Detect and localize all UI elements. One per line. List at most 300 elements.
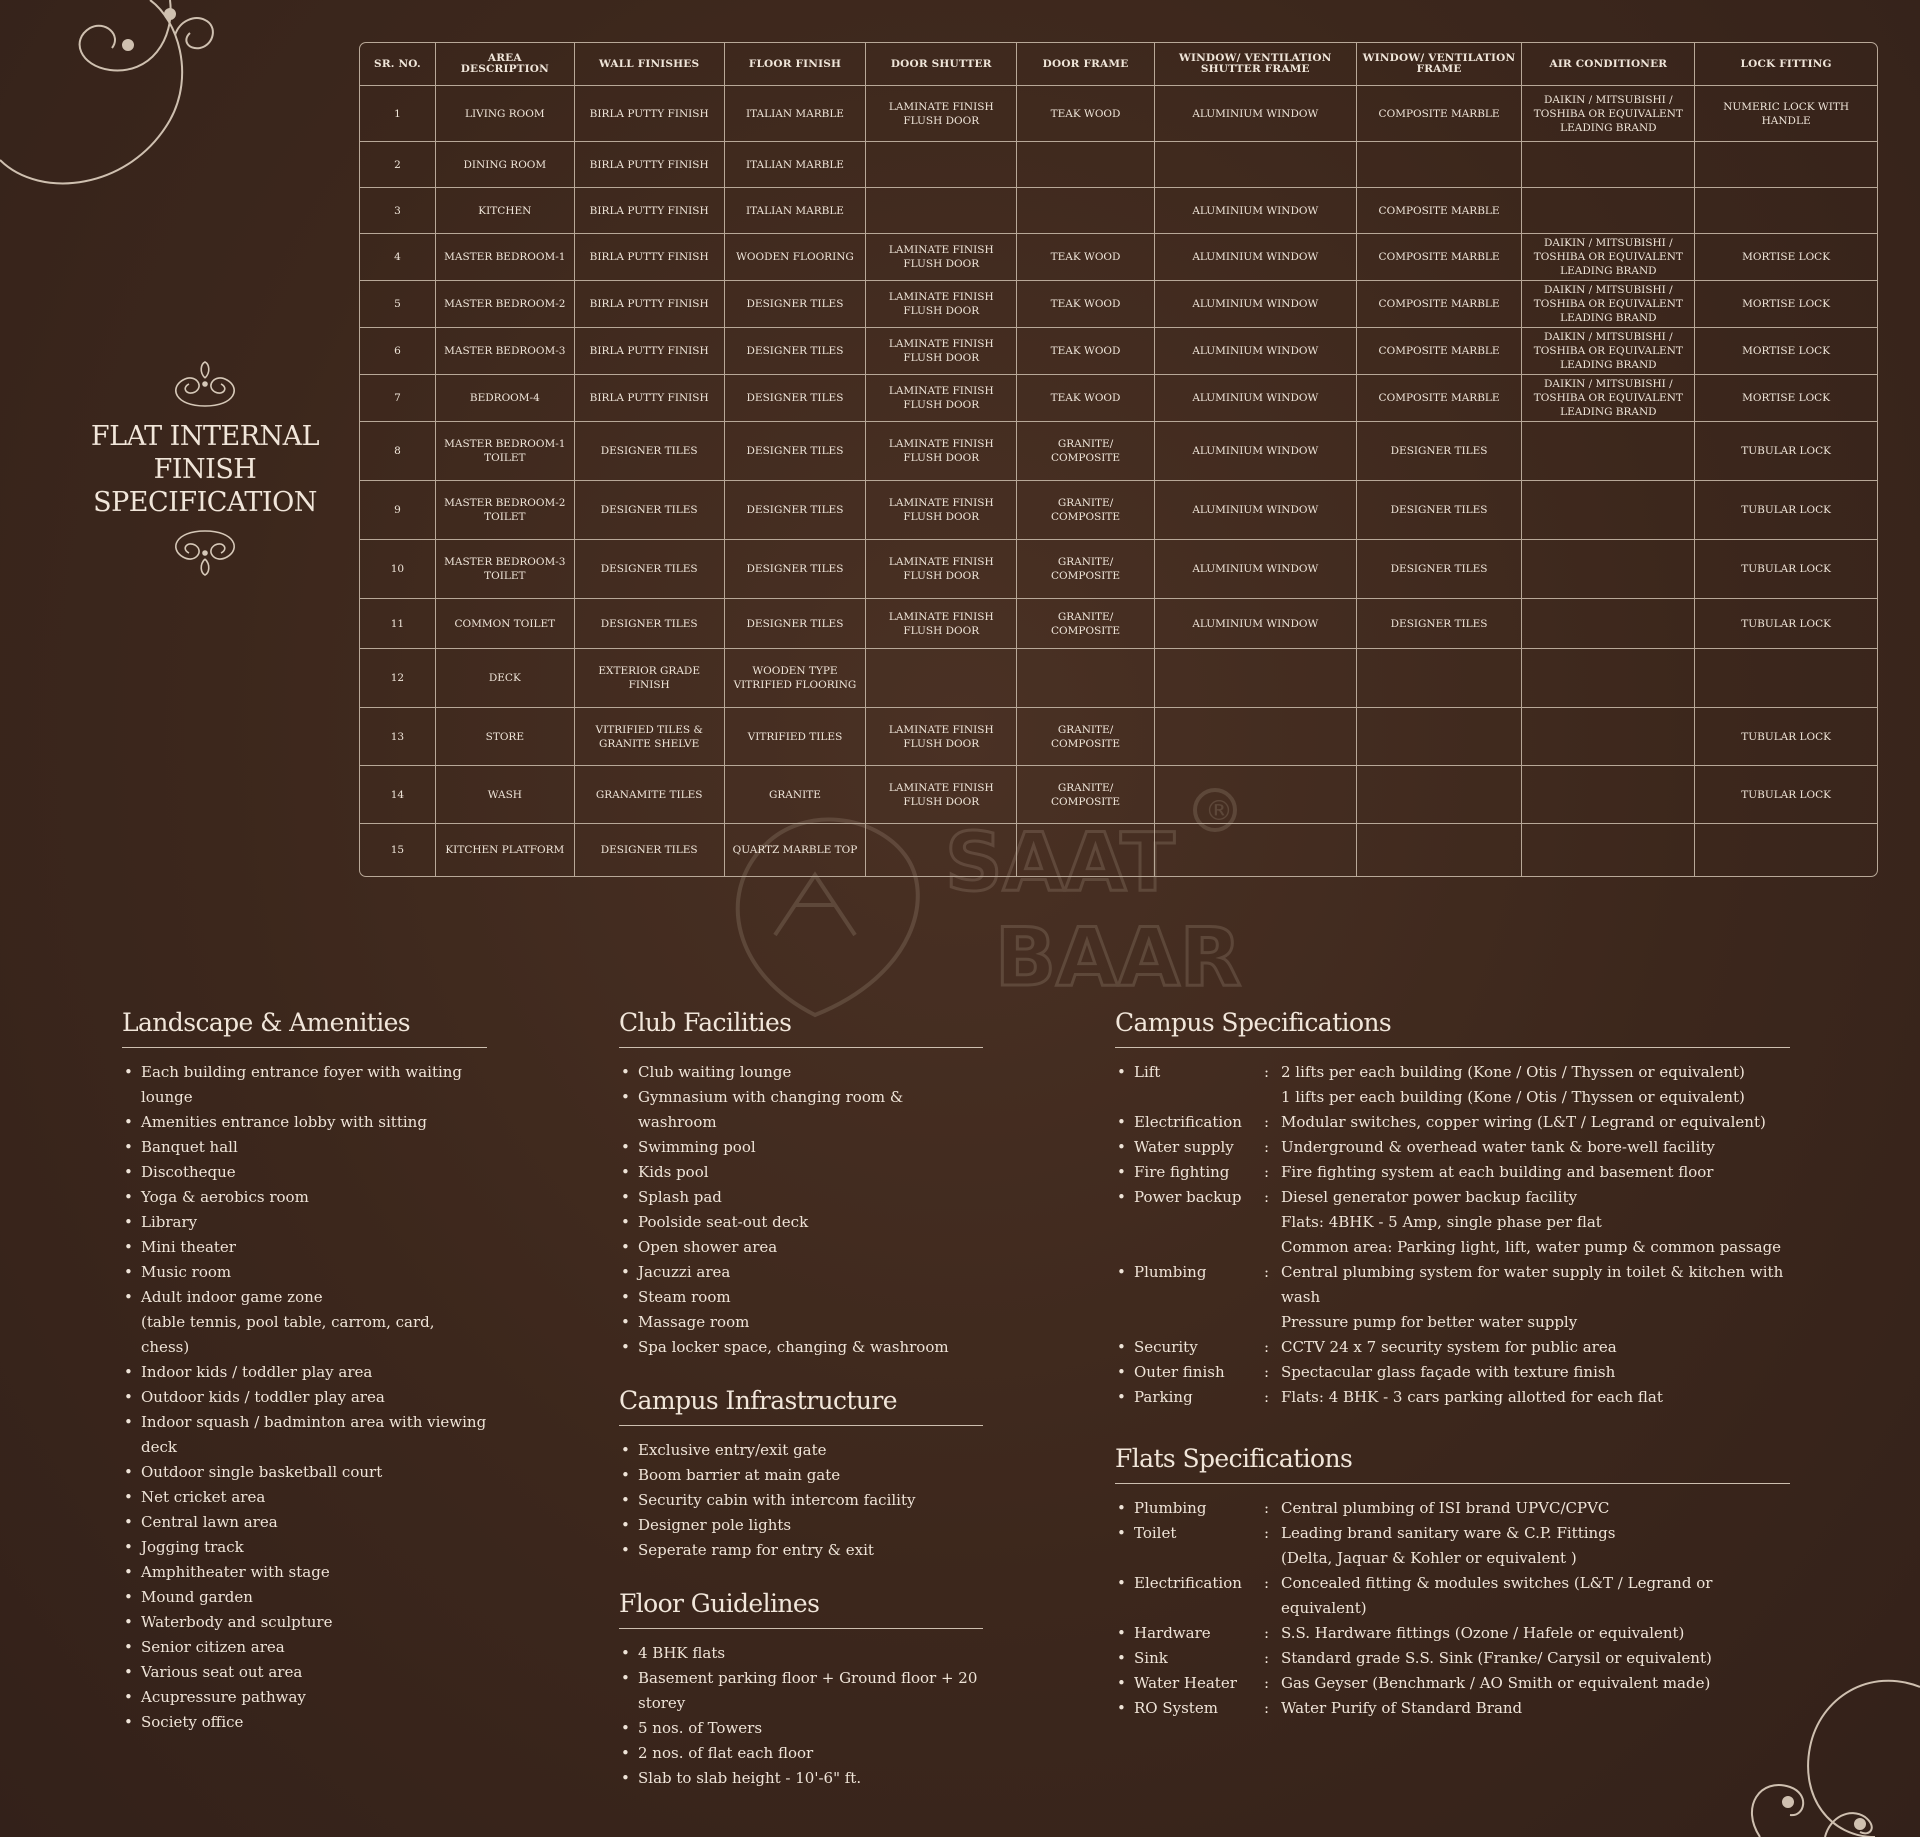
table-cell (1357, 649, 1523, 708)
table-cell: COMPOSITE MARBLE (1357, 281, 1523, 328)
landscape-item: • Central lawn area (122, 1510, 487, 1535)
landscape-item: • Net cricket area (122, 1485, 487, 1510)
table-cell: TUBULAR LOCK (1695, 481, 1877, 540)
table-cell (866, 824, 1017, 876)
table-header (360, 43, 1877, 86)
table-row (360, 708, 1877, 766)
table-cell: ITALIAN MARBLE (725, 86, 867, 142)
flats-specifications-section (1115, 1444, 1790, 1721)
flat-spec-row (1115, 1646, 1790, 1671)
table-cell (1522, 766, 1695, 824)
campus-spec-value: Spectacular glass façade with texture finish (1281, 1363, 1616, 1381)
swirl-ornament-top-left (0, 0, 230, 200)
flourish-top-icon (165, 360, 245, 408)
table-cell: BIRLA PUTTY FINISH (575, 234, 725, 281)
floor-guideline-item: • Basement parking floor + Ground floor + 20 storey (619, 1666, 983, 1716)
flat-spec-label (1134, 1546, 1264, 1571)
table-cell: ALUMINIUM WINDOW (1155, 281, 1357, 328)
landscape-item: • Jogging track (122, 1535, 487, 1560)
flats-specifications-title: Flats Specifications (1115, 1444, 1790, 1484)
flat-spec-value: Leading brand sanitary ware & C.P. Fittings (1281, 1524, 1616, 1542)
flat-spec-label: • RO System (1134, 1699, 1218, 1717)
table-header-row (360, 43, 1877, 86)
table-cell: DESIGNER TILES (725, 481, 867, 540)
table-cell (1017, 188, 1155, 234)
finish-specification-table (359, 42, 1878, 877)
club-facility-item: • Splash pad (619, 1185, 983, 1210)
landscape-item: • Waterbody and sculpture (122, 1610, 487, 1635)
club-column (619, 1008, 983, 1791)
table-cell: DESIGNER TILES (575, 481, 725, 540)
table-cell (1155, 649, 1357, 708)
landscape-item: • Mini theater (122, 1235, 487, 1260)
table-cell: LAMINATE FINISH FLUSH DOOR (866, 328, 1017, 375)
campus-spec-value: CCTV 24 x 7 security system for public area (1281, 1338, 1617, 1356)
landscape-item: • Acupressure pathway (122, 1685, 487, 1710)
table-cell: DESIGNER TILES (575, 599, 725, 649)
table-cell: MASTER BEDROOM-3 (436, 328, 575, 375)
flourish-bottom-icon (165, 529, 245, 577)
campus-spec-row (1115, 1210, 1790, 1235)
flat-spec-label: • Hardware (1134, 1624, 1211, 1642)
campus-spec-row (1115, 1310, 1790, 1335)
campus-infrastructure-title: Campus Infrastructure (619, 1386, 983, 1426)
separator-colon (1264, 1210, 1281, 1235)
table-cell (866, 142, 1017, 188)
table-cell (1155, 824, 1357, 876)
floor-guidelines-title: Floor Guidelines (619, 1589, 983, 1629)
table-cell: 1 (360, 86, 436, 142)
table-cell: ALUMINIUM WINDOW (1155, 328, 1357, 375)
table-cell: DESIGNER TILES (725, 599, 867, 649)
table-row (360, 649, 1877, 708)
table-body (360, 86, 1877, 876)
table-cell: COMPOSITE MARBLE (1357, 188, 1523, 234)
landscape-item: • Library (122, 1210, 487, 1235)
separator-colon (1264, 1235, 1281, 1260)
table-row (360, 824, 1877, 876)
table-row (360, 142, 1877, 188)
campus-spec-value: Common area: Parking light, lift, water pump & common passage (1281, 1238, 1782, 1256)
separator-colon: : (1264, 1063, 1270, 1081)
table-cell: DESIGNER TILES (1357, 540, 1523, 599)
table-cell: 3 (360, 188, 436, 234)
table-row (360, 481, 1877, 540)
table-cell: DESIGNER TILES (725, 375, 867, 422)
landscape-item: • Various seat out area (122, 1660, 487, 1685)
table-cell: BIRLA PUTTY FINISH (575, 375, 725, 422)
table-cell: STORE (436, 708, 575, 766)
campus-specifications-list (1115, 1060, 1790, 1410)
landscape-item: • Banquet hall (122, 1135, 487, 1160)
campus-spec-label: • Fire fighting (1134, 1163, 1230, 1181)
campus-spec-label: • Plumbing (1134, 1263, 1207, 1281)
table-cell: TUBULAR LOCK (1695, 540, 1877, 599)
campus-spec-row (1115, 1110, 1790, 1135)
separator-colon (1264, 1310, 1281, 1335)
landscape-item: • Discotheque (122, 1160, 487, 1185)
campus-spec-label (1134, 1235, 1264, 1260)
landscape-item: • Indoor kids / toddler play area (122, 1360, 487, 1385)
table-cell: 12 (360, 649, 436, 708)
table-cell: ITALIAN MARBLE (725, 142, 867, 188)
table-cell: MASTER BEDROOM-1 TOILET (436, 422, 575, 481)
floor-guideline-item: • Slab to slab height - 10'-6" ft. (619, 1766, 983, 1791)
table-cell: DESIGNER TILES (575, 540, 725, 599)
table-header-cell: WINDOW/ VENTILATION SHUTTER FRAME (1155, 43, 1357, 86)
table-cell: KITCHEN (436, 188, 575, 234)
table-header-cell: FLOOR FINISH (725, 43, 867, 86)
table-cell: EXTERIOR GRADE FINISH (575, 649, 725, 708)
campus-spec-value: Underground & overhead water tank & bore-well facility (1281, 1138, 1715, 1156)
landscape-item: • Mound garden (122, 1585, 487, 1610)
table-cell: BIRLA PUTTY FINISH (575, 86, 725, 142)
table-cell: LIVING ROOM (436, 86, 575, 142)
table-cell: LAMINATE FINISH FLUSH DOOR (866, 540, 1017, 599)
table-cell: VITRIFIED TILES & GRANITE SHELVE (575, 708, 725, 766)
table-cell (1155, 142, 1357, 188)
table-cell: TEAK WOOD (1017, 281, 1155, 328)
table-row (360, 375, 1877, 422)
flat-spec-label: • Sink (1134, 1649, 1168, 1667)
table-cell: DAIKIN / MITSUBISHI / TOSHIBA OR EQUIVALENT LEADING BRAND (1522, 234, 1695, 281)
table-cell: GRANITE (725, 766, 867, 824)
flat-spec-value: Concealed fitting & modules switches (L&T / Legrand or equivalent) (1281, 1574, 1713, 1617)
flat-spec-value: Water Purify of Standard Brand (1281, 1699, 1523, 1717)
table-cell: ALUMINIUM WINDOW (1155, 599, 1357, 649)
table-cell: BIRLA PUTTY FINISH (575, 188, 725, 234)
campus-spec-label: • Electrification (1134, 1113, 1242, 1131)
table-cell: BEDROOM-4 (436, 375, 575, 422)
table-cell: COMPOSITE MARBLE (1357, 328, 1523, 375)
floor-guideline-item: • 2 nos. of flat each floor (619, 1741, 983, 1766)
table-cell: KITCHEN PLATFORM (436, 824, 575, 876)
table-cell: TUBULAR LOCK (1695, 599, 1877, 649)
side-title-block (55, 360, 355, 577)
table-cell: DESIGNER TILES (1357, 422, 1523, 481)
table-cell: TUBULAR LOCK (1695, 422, 1877, 481)
table-cell: TUBULAR LOCK (1695, 708, 1877, 766)
table-header-cell: LOCK FITTING (1695, 43, 1877, 86)
table-cell: MASTER BEDROOM-2 (436, 281, 575, 328)
table-cell: 6 (360, 328, 436, 375)
side-title-line1: FLAT INTERNAL (90, 421, 320, 452)
separator-colon: : (1264, 1499, 1270, 1517)
table-cell: 4 (360, 234, 436, 281)
table-cell: WOODEN FLOORING (725, 234, 867, 281)
table-cell: LAMINATE FINISH FLUSH DOOR (866, 281, 1017, 328)
table-cell: TUBULAR LOCK (1695, 766, 1877, 824)
campus-spec-label: • Security (1134, 1338, 1198, 1356)
table-cell: MORTISE LOCK (1695, 281, 1877, 328)
table-header-cell: DOOR SHUTTER (866, 43, 1017, 86)
table-cell: MORTISE LOCK (1695, 234, 1877, 281)
table-cell (1522, 188, 1695, 234)
table-cell: NUMERIC LOCK WITH HANDLE (1695, 86, 1877, 142)
campus-infrastructure-list (619, 1438, 983, 1563)
table-cell (866, 188, 1017, 234)
separator-colon: : (1264, 1388, 1270, 1406)
table-cell: DESIGNER TILES (725, 328, 867, 375)
table-cell: 15 (360, 824, 436, 876)
table-cell: ALUMINIUM WINDOW (1155, 234, 1357, 281)
flat-spec-row (1115, 1671, 1790, 1696)
landscape-item: (table tennis, pool table, carrom, card, chess) (141, 1313, 435, 1356)
separator-colon: : (1264, 1574, 1270, 1592)
separator-colon (1264, 1546, 1281, 1571)
table-row (360, 188, 1877, 234)
table-cell (1017, 142, 1155, 188)
separator-colon: : (1264, 1624, 1270, 1642)
table-cell (1357, 824, 1523, 876)
table-cell (1155, 766, 1357, 824)
table-cell: ALUMINIUM WINDOW (1155, 86, 1357, 142)
table-cell: LAMINATE FINISH FLUSH DOOR (866, 234, 1017, 281)
flat-spec-value: Gas Geyser (Benchmark / AO Smith or equivalent made) (1281, 1674, 1711, 1692)
flat-spec-value: S.S. Hardware fittings (Ozone / Hafele or equivalent) (1281, 1624, 1685, 1642)
table-cell: DESIGNER TILES (575, 824, 725, 876)
floor-guidelines-list (619, 1641, 983, 1791)
table-cell (1522, 599, 1695, 649)
table-cell: WASH (436, 766, 575, 824)
infrastructure-item: • Seperate ramp for entry & exit (619, 1538, 983, 1563)
separator-colon: : (1264, 1113, 1270, 1131)
table-cell: COMMON TOILET (436, 599, 575, 649)
club-facility-item: • Open shower area (619, 1235, 983, 1260)
club-facilities-title: Club Facilities (619, 1008, 983, 1048)
table-cell (1695, 824, 1877, 876)
table-row (360, 234, 1877, 281)
table-cell: LAMINATE FINISH FLUSH DOOR (866, 86, 1017, 142)
table-cell (1357, 708, 1523, 766)
table-cell: DAIKIN / MITSUBISHI / TOSHIBA OR EQUIVALENT LEADING BRAND (1522, 86, 1695, 142)
watermark-line1: SAAT (945, 816, 1175, 909)
table-cell (1522, 142, 1695, 188)
table-cell: 5 (360, 281, 436, 328)
campus-infrastructure-section (619, 1386, 983, 1563)
table-cell (1357, 766, 1523, 824)
table-cell: GRANITE/ COMPOSITE (1017, 540, 1155, 599)
campus-spec-row (1115, 1135, 1790, 1160)
table-cell: BIRLA PUTTY FINISH (575, 281, 725, 328)
flat-spec-row (1115, 1521, 1790, 1546)
landscape-amenities-title: Landscape & Amenities (122, 1008, 487, 1048)
table-cell (866, 649, 1017, 708)
side-title-line2: FINISH SPECIFICATION (93, 454, 317, 518)
table-cell: BIRLA PUTTY FINISH (575, 328, 725, 375)
table-cell (1357, 142, 1523, 188)
table-cell: GRANITE/ COMPOSITE (1017, 599, 1155, 649)
table-cell: DINING ROOM (436, 142, 575, 188)
campus-spec-row (1115, 1085, 1790, 1110)
landscape-item: • Society office (122, 1710, 487, 1735)
campus-spec-value: Flats: 4 BHK - 3 cars parking allotted for each flat (1281, 1388, 1663, 1406)
table-cell: LAMINATE FINISH FLUSH DOOR (866, 766, 1017, 824)
table-cell (1017, 649, 1155, 708)
separator-colon: : (1264, 1263, 1270, 1281)
table-cell: GRANITE/ COMPOSITE (1017, 481, 1155, 540)
table-cell: DESIGNER TILES (575, 422, 725, 481)
club-facility-item: • Spa locker space, changing & washroom (619, 1335, 983, 1360)
landscape-item: • Yoga & aerobics room (122, 1185, 487, 1210)
campus-spec-label: • Lift (1134, 1063, 1161, 1081)
campus-spec-row (1115, 1060, 1790, 1085)
table-cell: ALUMINIUM WINDOW (1155, 375, 1357, 422)
table-cell: VITRIFIED TILES (725, 708, 867, 766)
landscape-item: • Adult indoor game zone (122, 1285, 487, 1310)
table-cell: 14 (360, 766, 436, 824)
table-header-cell: WINDOW/ VENTILATION FRAME (1357, 43, 1523, 86)
table-cell: LAMINATE FINISH FLUSH DOOR (866, 599, 1017, 649)
table-cell: MASTER BEDROOM-1 (436, 234, 575, 281)
table-cell: 9 (360, 481, 436, 540)
club-facility-item: • Massage room (619, 1310, 983, 1335)
table-cell (1522, 481, 1695, 540)
flat-spec-row (1115, 1696, 1790, 1721)
table-cell: LAMINATE FINISH FLUSH DOOR (866, 375, 1017, 422)
table-cell: MASTER BEDROOM-3 TOILET (436, 540, 575, 599)
infrastructure-item: • Security cabin with intercom facility (619, 1488, 983, 1513)
table-cell: 8 (360, 422, 436, 481)
campus-spec-value: Pressure pump for better water supply (1281, 1313, 1578, 1331)
separator-colon: : (1264, 1649, 1270, 1667)
flats-specifications-list (1115, 1496, 1790, 1721)
table-cell: 7 (360, 375, 436, 422)
infrastructure-item: • Boom barrier at main gate (619, 1463, 983, 1488)
campus-spec-row (1115, 1235, 1790, 1260)
floor-guideline-item: • 4 BHK flats (619, 1641, 983, 1666)
landscape-item: • Outdoor single basketball court (122, 1460, 487, 1485)
flat-spec-label: • Water Heater (1134, 1674, 1237, 1692)
flat-spec-label: • Toilet (1134, 1524, 1177, 1542)
landscape-item: • Indoor squash / badminton area with viewing deck (122, 1410, 487, 1460)
table-cell: 13 (360, 708, 436, 766)
campus-spec-value: Fire fighting system at each building and basement floor (1281, 1163, 1714, 1181)
table-cell (1522, 708, 1695, 766)
table-cell: ALUMINIUM WINDOW (1155, 540, 1357, 599)
table-header-cell: SR. NO. (360, 43, 436, 86)
table-cell (1522, 540, 1695, 599)
table-cell: MASTER BEDROOM-2 TOILET (436, 481, 575, 540)
table-row (360, 422, 1877, 481)
table-cell: COMPOSITE MARBLE (1357, 86, 1523, 142)
club-facility-item: • Poolside seat-out deck (619, 1210, 983, 1235)
table-header-cell: AIR CONDITIONER (1522, 43, 1695, 86)
flat-spec-row (1115, 1496, 1790, 1521)
table-cell: DESIGNER TILES (725, 422, 867, 481)
table-cell: DESIGNER TILES (1357, 481, 1523, 540)
table-cell: GRANITE/ COMPOSITE (1017, 708, 1155, 766)
table-cell: WOODEN TYPE VITRIFIED FLOORING (725, 649, 867, 708)
table-cell (1522, 422, 1695, 481)
campus-spec-label (1134, 1310, 1264, 1335)
landscape-item: • Each building entrance foyer with waiting lounge (122, 1060, 487, 1110)
table-row (360, 540, 1877, 599)
infrastructure-item: • Exclusive entry/exit gate (619, 1438, 983, 1463)
table-cell (1695, 649, 1877, 708)
flat-spec-label: • Plumbing (1134, 1499, 1207, 1517)
table-cell: DECK (436, 649, 575, 708)
table-cell: DAIKIN / MITSUBISHI / TOSHIBA OR EQUIVALENT LEADING BRAND (1522, 375, 1695, 422)
table-cell: GRANITE/ COMPOSITE (1017, 766, 1155, 824)
table-cell: DAIKIN / MITSUBISHI / TOSHIBA OR EQUIVALENT LEADING BRAND (1522, 281, 1695, 328)
table-cell: ALUMINIUM WINDOW (1155, 422, 1357, 481)
table-cell: COMPOSITE MARBLE (1357, 375, 1523, 422)
table-cell: ITALIAN MARBLE (725, 188, 867, 234)
campus-spec-row (1115, 1385, 1790, 1410)
table-cell: DAIKIN / MITSUBISHI / TOSHIBA OR EQUIVALENT LEADING BRAND (1522, 328, 1695, 375)
flat-spec-row (1115, 1571, 1790, 1621)
table-cell: MORTISE LOCK (1695, 375, 1877, 422)
club-facility-item: • Steam room (619, 1285, 983, 1310)
flat-spec-row (1115, 1621, 1790, 1646)
campus-spec-row (1115, 1335, 1790, 1360)
campus-spec-row (1115, 1360, 1790, 1385)
campus-spec-value: Central plumbing system for water supply in toilet & kitchen with wash (1281, 1263, 1784, 1306)
flat-spec-value: (Delta, Jaquar & Kohler or equivalent ) (1281, 1549, 1577, 1567)
table-cell: GRANITE/ COMPOSITE (1017, 422, 1155, 481)
club-facilities-list (619, 1060, 983, 1360)
table-row (360, 766, 1877, 824)
campus-spec-value: Modular switches, copper wiring (L&T / Legrand or equivalent) (1281, 1113, 1766, 1131)
table-cell: TEAK WOOD (1017, 328, 1155, 375)
table-cell (1695, 188, 1877, 234)
club-facility-item: • Gymnasium with changing room & washroom (619, 1085, 983, 1135)
section-title-flat-internal-finish (55, 420, 355, 519)
table-row (360, 281, 1877, 328)
campus-spec-label: • Water supply (1134, 1138, 1234, 1156)
club-facility-item: • Jacuzzi area (619, 1260, 983, 1285)
club-facility-item: • Swimming pool (619, 1135, 983, 1160)
table-row (360, 599, 1877, 649)
campus-spec-value: Flats: 4BHK - 5 Amp, single phase per flat (1281, 1213, 1602, 1231)
table-cell: 11 (360, 599, 436, 649)
table-cell: TEAK WOOD (1017, 375, 1155, 422)
table-cell (1695, 142, 1877, 188)
floor-guideline-item: • 5 nos. of Towers (619, 1716, 983, 1741)
table-cell: MORTISE LOCK (1695, 328, 1877, 375)
campus-spec-value: 2 lifts per each building (Kone / Otis / Thyssen or equivalent) (1281, 1063, 1745, 1081)
specifications-column (1115, 1008, 1790, 1721)
landscape-item: • Amphitheater with stage (122, 1560, 487, 1585)
table-cell: TEAK WOOD (1017, 86, 1155, 142)
club-facility-item: • Kids pool (619, 1160, 983, 1185)
table-cell (1017, 824, 1155, 876)
separator-colon: : (1264, 1699, 1270, 1717)
campus-spec-label (1134, 1210, 1264, 1235)
infrastructure-item: • Designer pole lights (619, 1513, 983, 1538)
separator-colon (1264, 1085, 1281, 1110)
table-cell: DESIGNER TILES (1357, 599, 1523, 649)
table-cell: LAMINATE FINISH FLUSH DOOR (866, 708, 1017, 766)
landscape-item: • Amenities entrance lobby with sitting (122, 1110, 487, 1135)
separator-colon: : (1264, 1674, 1270, 1692)
table-cell: BIRLA PUTTY FINISH (575, 142, 725, 188)
flat-spec-row (1115, 1546, 1790, 1571)
club-facility-item: • Club waiting lounge (619, 1060, 983, 1085)
table-header-cell: DOOR FRAME (1017, 43, 1155, 86)
separator-colon: : (1264, 1338, 1270, 1356)
watermark-registered-mark: ® (1205, 794, 1233, 827)
campus-specifications-title: Campus Specifications (1115, 1008, 1790, 1048)
table-cell: 2 (360, 142, 436, 188)
campus-spec-value: Diesel generator power backup facility (1281, 1188, 1578, 1206)
campus-spec-row (1115, 1160, 1790, 1185)
watermark-line2: BAAR (995, 911, 1242, 1004)
table-cell: COMPOSITE MARBLE (1357, 234, 1523, 281)
campus-spec-label: • Parking (1134, 1388, 1193, 1406)
table-row (360, 328, 1877, 375)
